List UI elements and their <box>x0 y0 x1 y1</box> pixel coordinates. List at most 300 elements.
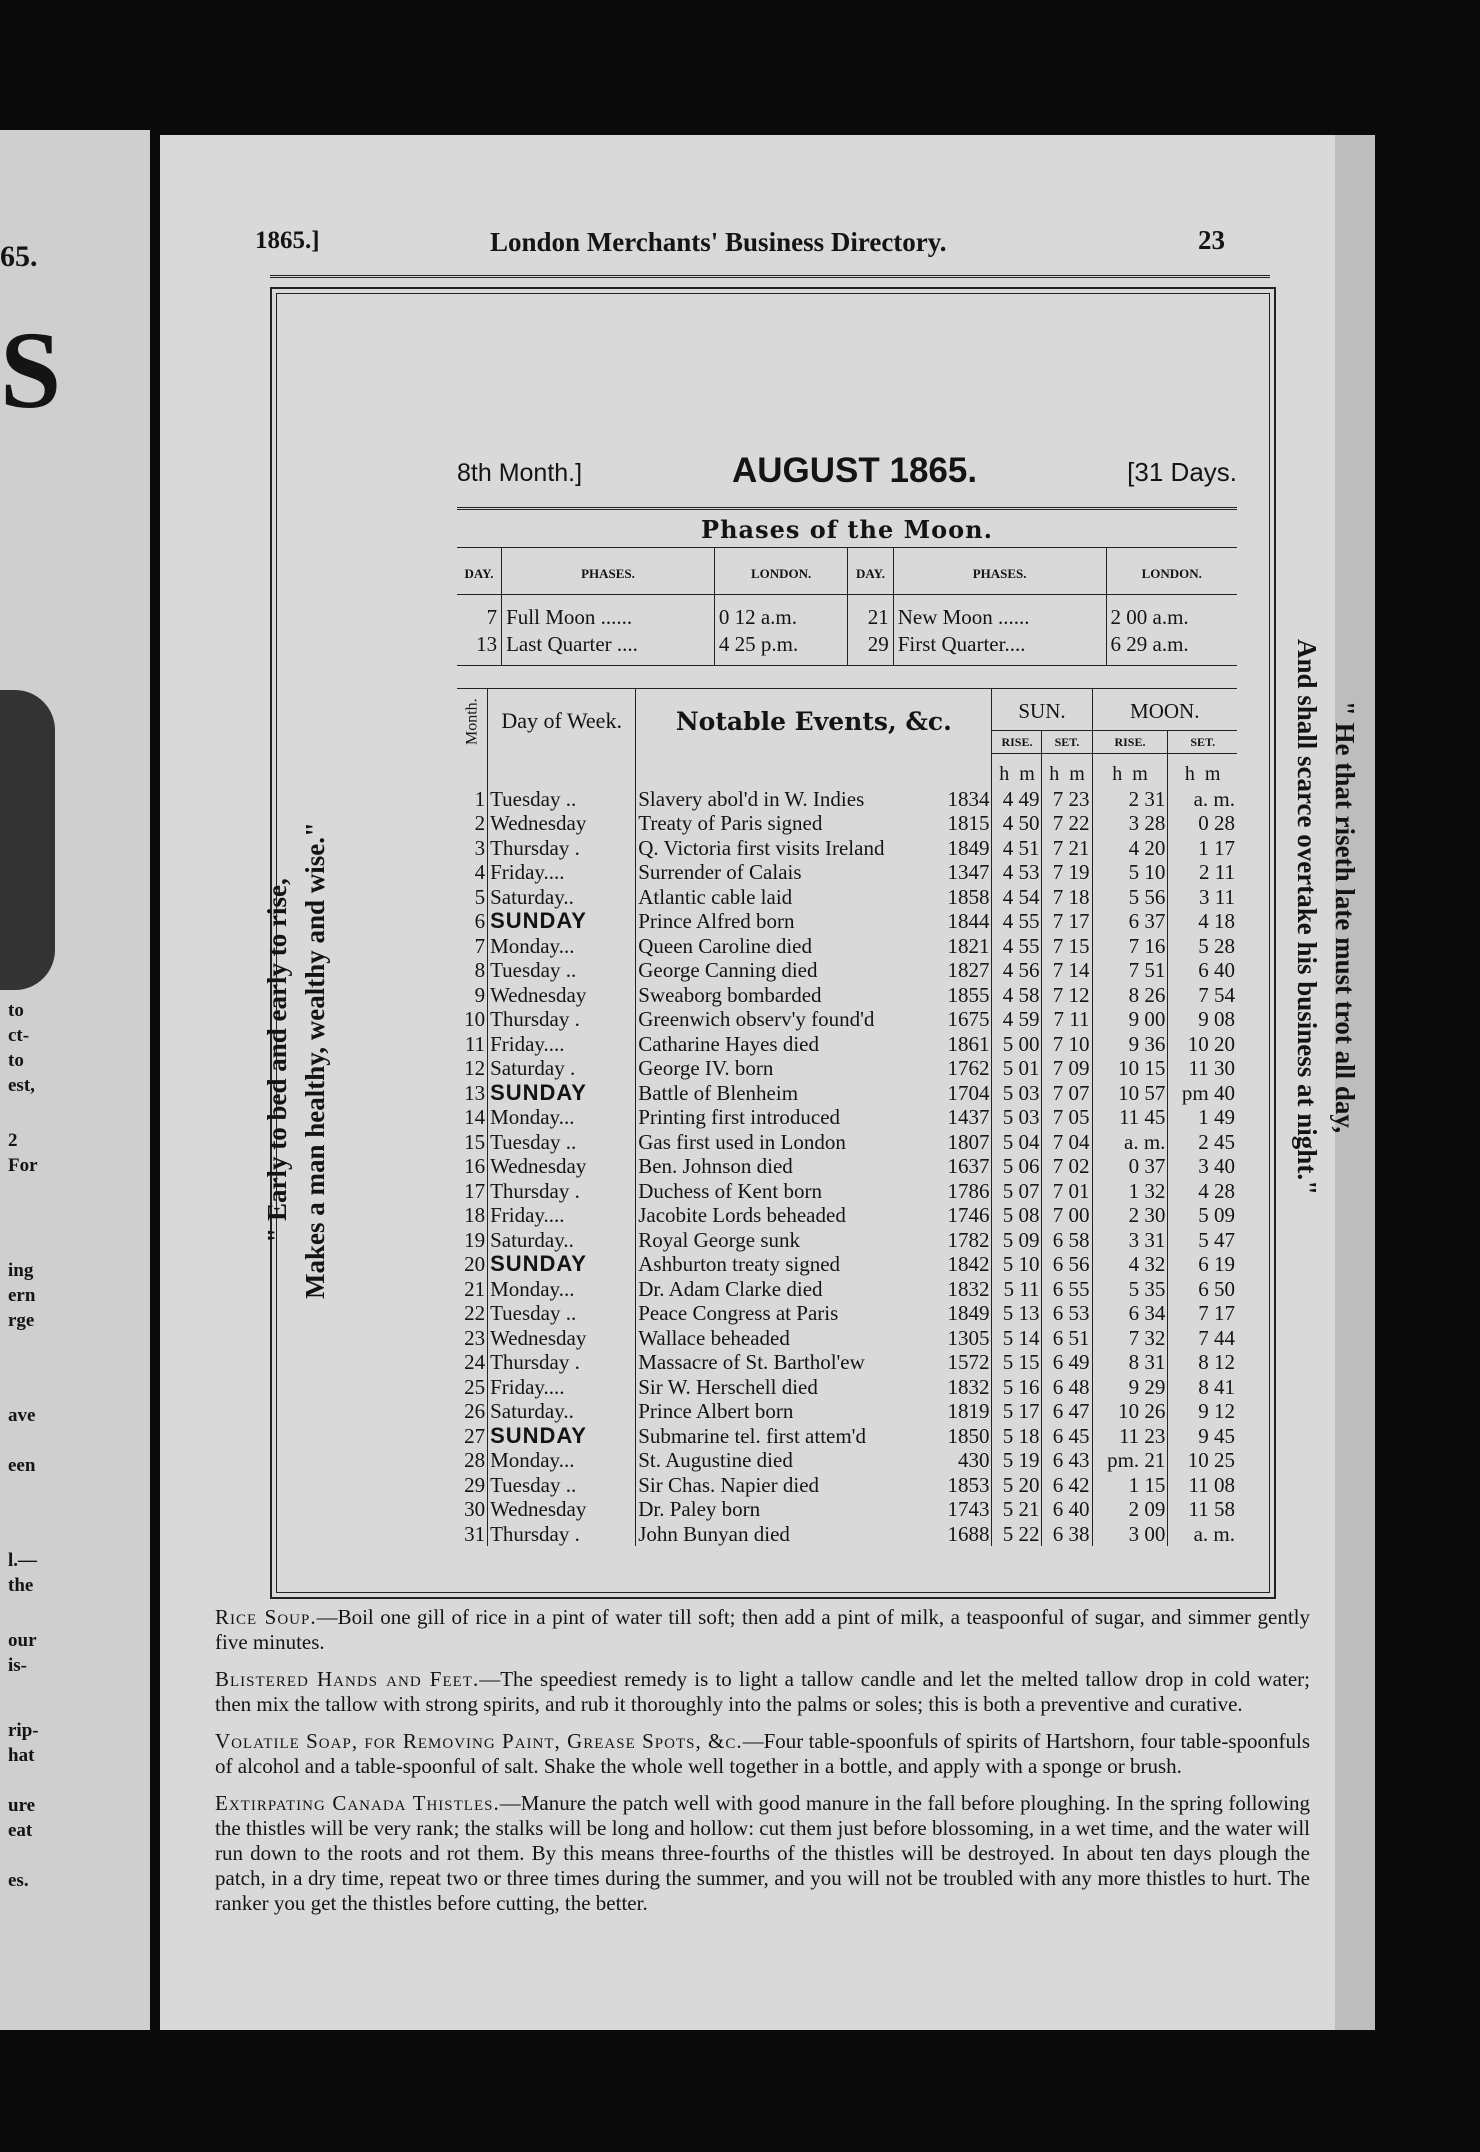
day-ms: 9 45 <box>1198 1423 1235 1448</box>
unit-h: h <box>1049 763 1060 785</box>
day-row <box>457 983 1237 1008</box>
phases-header-phase: PHASES. <box>502 548 715 595</box>
day-d: 26 <box>457 1399 488 1424</box>
day-ss: 7 07 <box>1042 1081 1092 1106</box>
day-ss: 6 42 <box>1042 1473 1092 1498</box>
day-sr: 4 50 <box>992 811 1042 836</box>
phase-day2: 29 <box>848 631 893 666</box>
day-wd: Thursday . <box>488 1179 636 1204</box>
day-mr: 0 37 <box>1092 1154 1168 1179</box>
day-ev: Ashburton treaty signed <box>638 1252 841 1276</box>
day-yr: 1637 <box>936 1154 992 1179</box>
day-mr: 4 32 <box>1092 1252 1168 1277</box>
day-d: 12 <box>457 1056 488 1081</box>
day-wd: SUNDAY <box>488 909 636 934</box>
day-d: 4 <box>457 860 488 885</box>
day-ms: 4 28 <box>1198 1178 1235 1203</box>
day-sr: 5 01 <box>992 1056 1042 1081</box>
daily-events-table <box>457 688 1237 1546</box>
day-ev: George Canning died <box>638 958 818 982</box>
day-d: 20 <box>457 1252 488 1277</box>
left-motto-line-1: " Early to bed and early to rise, <box>262 878 292 1243</box>
phases-header-day-2: DAY. <box>848 548 893 595</box>
day-yr: 1786 <box>936 1179 992 1204</box>
day-sr: 5 20 <box>992 1473 1042 1498</box>
day-ev: Atlantic cable laid <box>638 884 793 909</box>
day-d: 21 <box>457 1277 488 1302</box>
day-d: 31 <box>457 1522 488 1547</box>
recipe-text: —The speediest remedy is to light a tallow candle and let the melted tallow drop in cold water; then mix the tallow with strong spirits, and rub it thoroughly into the palms or soles; this is both a preventive and curative. <box>215 1667 1310 1716</box>
day-row <box>457 885 1237 910</box>
day-wd: SUNDAY <box>488 1252 636 1277</box>
unit-m: m <box>1132 763 1148 785</box>
day-d: 2 <box>457 811 488 836</box>
recipe-paragraph <box>215 1729 1310 1779</box>
day-wd: SUNDAY <box>488 1081 636 1106</box>
day-ss: 6 38 <box>1042 1522 1092 1547</box>
day-wd: Saturday.. <box>488 1228 636 1253</box>
day-mr: 7 51 <box>1092 958 1168 983</box>
day-d: 8 <box>457 958 488 983</box>
day-sr: 5 21 <box>992 1497 1042 1522</box>
day-row <box>457 787 1237 812</box>
day-ss: 7 23 <box>1042 787 1092 812</box>
day-ev: Queen Caroline died <box>638 933 813 958</box>
facing-page-fragment: ave <box>8 1405 36 1426</box>
day-ev: Submarine tel. first attem'd <box>638 1423 866 1448</box>
unit-m: m <box>1204 763 1221 785</box>
day-ev: Q. Victoria first visits Ireland <box>638 835 885 860</box>
day-row <box>457 1375 1237 1400</box>
day-ev: Peace Congress at Paris <box>638 1301 839 1325</box>
day-ms: 11 08 <box>1188 1472 1235 1497</box>
day-row <box>457 1007 1237 1032</box>
day-sr: 5 11 <box>992 1277 1042 1302</box>
day-row <box>457 1448 1237 1473</box>
day-mr: 7 16 <box>1092 934 1168 959</box>
day-mr: 2 31 <box>1092 787 1168 812</box>
facing-page-fragment: 2 <box>8 1130 18 1151</box>
day-mr: 7 32 <box>1092 1326 1168 1351</box>
day-ev: Surrender of Calais <box>638 860 802 884</box>
day-ev: Wallace beheaded <box>638 1325 790 1350</box>
facing-page-fragment: For <box>8 1155 38 1176</box>
day-ms: 3 11 <box>1199 884 1235 909</box>
day-d: 18 <box>457 1203 488 1228</box>
day-ms: 1 49 <box>1198 1105 1235 1129</box>
recipe-title: Blistered Hands and Feet. <box>215 1667 480 1691</box>
day-ms: 5 09 <box>1198 1203 1235 1227</box>
day-ss: 6 58 <box>1042 1228 1092 1253</box>
day-row <box>457 811 1237 836</box>
day-wd: Monday... <box>488 934 636 959</box>
day-yr: 1819 <box>936 1399 992 1424</box>
col-weekday-header: Day of Week. <box>488 689 636 754</box>
day-yr: 1853 <box>936 1473 992 1498</box>
unit-h: h <box>1184 763 1195 785</box>
col-sun-header: SUN. <box>992 689 1092 731</box>
day-wd: Tuesday .. <box>488 958 636 983</box>
day-wd: Tuesday .. <box>488 1130 636 1155</box>
day-wd: Wednesday <box>488 1154 636 1179</box>
phases-header-london-2: LONDON. <box>1106 548 1237 595</box>
day-ss: 7 19 <box>1042 860 1092 885</box>
day-ms: 7 54 <box>1198 982 1235 1007</box>
day-ms: a. m. <box>1193 786 1235 811</box>
day-ms: 2 45 <box>1198 1129 1235 1154</box>
day-yr: 1850 <box>936 1424 992 1449</box>
day-d: 13 <box>457 1081 488 1106</box>
day-ss: 6 53 <box>1042 1301 1092 1326</box>
day-sr: 5 22 <box>992 1522 1042 1547</box>
day-ev: Catharine Hayes died <box>638 1031 820 1056</box>
recipe-paragraph <box>215 1667 1310 1717</box>
day-d: 7 <box>457 934 488 959</box>
month-days: [31 Days. <box>1127 457 1237 487</box>
day-ev: Dr. Adam Clarke died <box>638 1276 823 1301</box>
day-ev: Jacobite Lords beheaded <box>638 1203 846 1227</box>
day-ss: 6 47 <box>1042 1399 1092 1424</box>
day-d: 1 <box>457 787 488 812</box>
day-d: 28 <box>457 1448 488 1473</box>
day-sr: 5 17 <box>992 1399 1042 1424</box>
right-motto-line-1: " He that riseth late must trot all day, <box>1330 700 1360 1134</box>
day-row <box>457 1081 1237 1106</box>
phase-time1: 4 25 p.m. <box>714 631 847 666</box>
day-row <box>457 1326 1237 1351</box>
day-ss: 7 15 <box>1042 934 1092 959</box>
phase-time2: 6 29 a.m. <box>1106 631 1237 666</box>
day-sr: 5 13 <box>992 1301 1042 1326</box>
day-row <box>457 1301 1237 1326</box>
day-yr: 1861 <box>936 1032 992 1057</box>
day-wd: Friday.... <box>488 860 636 885</box>
day-ss: 6 56 <box>1042 1252 1092 1277</box>
facing-page-title: 65. <box>0 240 38 273</box>
day-yr: 1834 <box>936 787 992 812</box>
day-d: 15 <box>457 1130 488 1155</box>
day-ev: George IV. born <box>638 1056 774 1080</box>
day-yr: 1762 <box>936 1056 992 1081</box>
day-wd: Friday.... <box>488 1375 636 1400</box>
day-row <box>457 1497 1237 1522</box>
day-mr: 3 31 <box>1092 1228 1168 1253</box>
day-ms: 11 58 <box>1188 1497 1235 1521</box>
day-wd: Friday.... <box>488 1032 636 1057</box>
facing-page-fragment: rip- <box>8 1720 39 1741</box>
day-ev: Massacre of St. Barthol'ew <box>638 1350 865 1374</box>
right-motto-line-2: And shall scarce overtake his business at night." <box>1292 639 1322 1196</box>
day-yr: 1305 <box>936 1326 992 1351</box>
day-ev: Sir W. Herschell died <box>638 1374 818 1399</box>
day-ev: Gas first used in London <box>638 1129 846 1154</box>
day-ss: 6 55 <box>1042 1277 1092 1302</box>
day-ev: Royal George sunk <box>638 1227 800 1252</box>
day-row <box>457 1277 1237 1302</box>
day-wd: Saturday.. <box>488 1399 636 1424</box>
header-rule <box>270 275 1270 278</box>
day-ss: 7 14 <box>1042 958 1092 983</box>
day-ms: 7 17 <box>1198 1301 1235 1325</box>
col-events-header: Notable Events, &c. <box>636 689 992 754</box>
day-ms: 10 25 <box>1187 1448 1235 1472</box>
day-wd: Thursday . <box>488 1007 636 1032</box>
day-sr: 4 56 <box>992 958 1042 983</box>
day-wd: Thursday . <box>488 1350 636 1375</box>
recipe-title: Volatile Soap, for Removing Paint, Grease Spots, &c. <box>215 1729 743 1753</box>
day-d: 3 <box>457 836 488 861</box>
day-yr: 1849 <box>936 1301 992 1326</box>
recipe-text: —Manure the patch well with good manure in the fall before ploughing. In the spring following the thistles will be very rank; the stalks will be long and hollow: cut them just before blossoming, in a wet time, and the water will run down to the roots and rot them. By this means three-fourths of the thistles will be destroyed. In about ten days plough the patch, in a dry time, repeat two or three times during the summer, and you will not be troubled with any more thistles to hurt. The ranker you get the thistles before cutting, the better. <box>215 1791 1310 1915</box>
day-mr: 11 23 <box>1092 1424 1168 1449</box>
facing-page <box>0 130 150 2030</box>
day-ss: 7 18 <box>1042 885 1092 910</box>
recipe-paragraph <box>215 1791 1310 1916</box>
facing-page-fragment: hat <box>8 1745 35 1766</box>
day-mr: 9 00 <box>1092 1007 1168 1032</box>
day-sr: 5 18 <box>992 1424 1042 1449</box>
phase-row <box>457 631 1237 666</box>
day-ms: 5 28 <box>1198 933 1235 958</box>
day-ev: Prince Albert born <box>638 1399 794 1423</box>
day-mr: 2 30 <box>1092 1203 1168 1228</box>
day-yr: 1688 <box>936 1522 992 1547</box>
day-yr: 1572 <box>936 1350 992 1375</box>
day-wd: Saturday.. <box>488 885 636 910</box>
day-mr: 3 00 <box>1092 1522 1168 1547</box>
day-row <box>457 958 1237 983</box>
col-month-header: Month. <box>457 689 488 754</box>
day-wd: Tuesday .. <box>488 787 636 812</box>
day-yr: 1743 <box>936 1497 992 1522</box>
unit-m: m <box>1019 763 1035 785</box>
facing-page-fragment: es. <box>8 1870 29 1891</box>
col-moon-header: MOON. <box>1092 689 1237 731</box>
day-sr: 5 08 <box>992 1203 1042 1228</box>
day-yr: 1782 <box>936 1228 992 1253</box>
day-sr: 4 54 <box>992 885 1042 910</box>
day-sr: 5 19 <box>992 1448 1042 1473</box>
day-row <box>457 1522 1237 1547</box>
day-d: 10 <box>457 1007 488 1032</box>
day-mr: 3 28 <box>1092 811 1168 836</box>
day-sr: 5 03 <box>992 1081 1042 1106</box>
day-yr: 1842 <box>936 1252 992 1277</box>
moon-rise-header: RISE. <box>1092 731 1168 754</box>
facing-page-fragment: ern <box>8 1285 36 1306</box>
day-mr: 11 45 <box>1092 1105 1168 1130</box>
phases-title: Phases of the Moon. <box>701 515 993 544</box>
unit-m: m <box>1069 763 1085 785</box>
day-row <box>457 1473 1237 1498</box>
day-ms: 6 40 <box>1198 958 1235 982</box>
phase-phase2: New Moon ...... <box>893 595 1106 632</box>
facing-page-fragment: ct- <box>8 1025 30 1046</box>
day-sr: 4 49 <box>992 787 1042 812</box>
day-sr: 5 00 <box>992 1032 1042 1057</box>
month-number: 8th Month.] <box>457 459 583 487</box>
day-mr: 5 35 <box>1092 1277 1168 1302</box>
day-d: 19 <box>457 1228 488 1253</box>
day-mr: 5 10 <box>1092 860 1168 885</box>
day-yr: 1855 <box>936 983 992 1008</box>
day-wd: Wednesday <box>488 983 636 1008</box>
day-ss: 7 22 <box>1042 811 1092 836</box>
facing-page-fragment: to <box>8 1050 24 1071</box>
facing-page-fragment: is- <box>8 1655 27 1676</box>
day-yr: 1844 <box>936 909 992 934</box>
recipe-title: Rice Soup. <box>215 1605 317 1629</box>
day-yr: 1849 <box>936 836 992 861</box>
day-row <box>457 1228 1237 1253</box>
day-ms: 7 44 <box>1198 1325 1235 1350</box>
day-mr: 1 15 <box>1092 1473 1168 1498</box>
directory-page <box>160 135 1375 2030</box>
day-yr: 1437 <box>936 1105 992 1130</box>
day-ss: 7 21 <box>1042 836 1092 861</box>
page-number: 23 <box>1198 225 1225 255</box>
day-row <box>457 909 1237 934</box>
day-ms: 5 47 <box>1198 1227 1235 1252</box>
day-yr: 1347 <box>936 860 992 885</box>
day-sr: 5 15 <box>992 1350 1042 1375</box>
day-wd: Tuesday .. <box>488 1301 636 1326</box>
day-yr: 1827 <box>936 958 992 983</box>
day-ev: Slavery abol'd in W. Indies <box>638 786 865 811</box>
unit-h: h <box>999 763 1010 785</box>
day-ev: Ben. Johnson died <box>638 1154 793 1178</box>
day-d: 14 <box>457 1105 488 1130</box>
day-ss: 6 48 <box>1042 1375 1092 1400</box>
facing-page-fragment: eat <box>8 1820 33 1841</box>
day-ss: 7 05 <box>1042 1105 1092 1130</box>
day-row <box>457 1105 1237 1130</box>
calendar-frame <box>262 287 1360 1599</box>
phase-time1: 0 12 a.m. <box>714 595 847 632</box>
day-yr: 1832 <box>936 1375 992 1400</box>
day-sr: 4 51 <box>992 836 1042 861</box>
day-ms: 9 12 <box>1198 1399 1235 1423</box>
day-sr: 5 03 <box>992 1105 1042 1130</box>
facing-page-fragment: rge <box>8 1310 35 1331</box>
phase-phase1: Full Moon ...... <box>502 595 715 632</box>
day-sr: 4 59 <box>992 1007 1042 1032</box>
moon-phases-table <box>457 547 1237 666</box>
day-ms: 6 19 <box>1198 1252 1235 1276</box>
day-wd: Saturday . <box>488 1056 636 1081</box>
day-ms: 11 30 <box>1188 1056 1235 1080</box>
recipe-text: —Boil one gill of rice in a pint of water till soft; then add a pint of milk, a teaspoonful of sugar, and simmer gently five minutes. <box>215 1605 1310 1654</box>
day-sr: 4 58 <box>992 983 1042 1008</box>
day-ev: Sweaborg bombarded <box>638 982 822 1007</box>
day-sr: 4 53 <box>992 860 1042 885</box>
day-ev: Treaty of Paris signed <box>638 811 823 835</box>
day-wd: Wednesday <box>488 1497 636 1522</box>
day-ev: Dr. Paley born <box>638 1497 761 1521</box>
day-d: 5 <box>457 885 488 910</box>
day-wd: Wednesday <box>488 811 636 836</box>
day-d: 6 <box>457 909 488 934</box>
day-mr: pm. 21 <box>1092 1448 1168 1473</box>
sun-set-header: SET. <box>1042 731 1092 754</box>
august-calendar <box>457 451 1237 1546</box>
day-d: 23 <box>457 1326 488 1351</box>
sun-rise-header: RISE. <box>992 731 1042 754</box>
recipe-paragraph <box>215 1605 1310 1655</box>
household-recipes <box>215 1605 1310 1928</box>
phase-day2: 21 <box>848 595 893 632</box>
phases-header-day: DAY. <box>457 548 502 595</box>
day-wd: SUNDAY <box>488 1424 636 1449</box>
phase-time2: 2 00 a.m. <box>1110 605 1189 629</box>
moon-set-header: SET. <box>1168 731 1237 754</box>
day-yr: 1675 <box>936 1007 992 1032</box>
day-mr: 6 37 <box>1092 909 1168 934</box>
day-row <box>457 1056 1237 1081</box>
day-ss: 7 04 <box>1042 1130 1092 1155</box>
day-row <box>457 860 1237 885</box>
facing-page-large-letter: S <box>0 309 62 431</box>
facing-page-fragment: ing <box>8 1260 34 1281</box>
day-wd: Monday... <box>488 1448 636 1473</box>
day-mr: 8 31 <box>1092 1350 1168 1375</box>
day-mr: 4 20 <box>1092 836 1168 861</box>
day-d: 30 <box>457 1497 488 1522</box>
day-wd: Thursday . <box>488 836 636 861</box>
header-title: London Merchants' Business Directory. <box>490 227 947 257</box>
day-d: 22 <box>457 1301 488 1326</box>
day-ms: 10 20 <box>1187 1031 1235 1056</box>
day-mr: 9 36 <box>1092 1032 1168 1057</box>
day-ms: 4 18 <box>1198 909 1235 933</box>
day-d: 9 <box>457 983 488 1008</box>
day-ss: 6 40 <box>1042 1497 1092 1522</box>
day-ms: 9 08 <box>1198 1007 1235 1031</box>
day-ss: 7 02 <box>1042 1154 1092 1179</box>
day-yr: 1821 <box>936 934 992 959</box>
day-mr: 8 26 <box>1092 983 1168 1008</box>
facing-page-fragment: the <box>8 1575 34 1596</box>
day-ss: 6 51 <box>1042 1326 1092 1351</box>
day-sr: 5 07 <box>992 1179 1042 1204</box>
day-yr: 1704 <box>936 1081 992 1106</box>
units-row <box>457 754 1237 787</box>
day-wd: Tuesday .. <box>488 1473 636 1498</box>
day-ev: St. Augustine died <box>638 1448 793 1472</box>
day-row <box>457 934 1237 959</box>
day-yr: 1807 <box>936 1130 992 1155</box>
day-yr: 1746 <box>936 1203 992 1228</box>
day-sr: 4 55 <box>992 934 1042 959</box>
day-row <box>457 1399 1237 1424</box>
day-ev: Greenwich observ'y found'd <box>638 1007 875 1031</box>
day-ss: 7 01 <box>1042 1179 1092 1204</box>
day-mr: 2 09 <box>1092 1497 1168 1522</box>
day-yr: 430 <box>936 1448 992 1473</box>
day-ms: pm 40 <box>1181 1080 1235 1105</box>
day-d: 27 <box>457 1424 488 1449</box>
facing-page-fragment: our <box>8 1630 37 1651</box>
facing-page-fragment: l.— <box>8 1550 38 1571</box>
unit-h: h <box>1112 763 1123 785</box>
day-ms: 6 50 <box>1198 1276 1235 1301</box>
day-ms: a. m. <box>1193 1521 1235 1546</box>
day-mr: 5 56 <box>1092 885 1168 910</box>
day-wd: Monday... <box>488 1277 636 1302</box>
facing-page-illustration <box>0 690 55 990</box>
day-ss: 7 00 <box>1042 1203 1092 1228</box>
day-row <box>457 1032 1237 1057</box>
